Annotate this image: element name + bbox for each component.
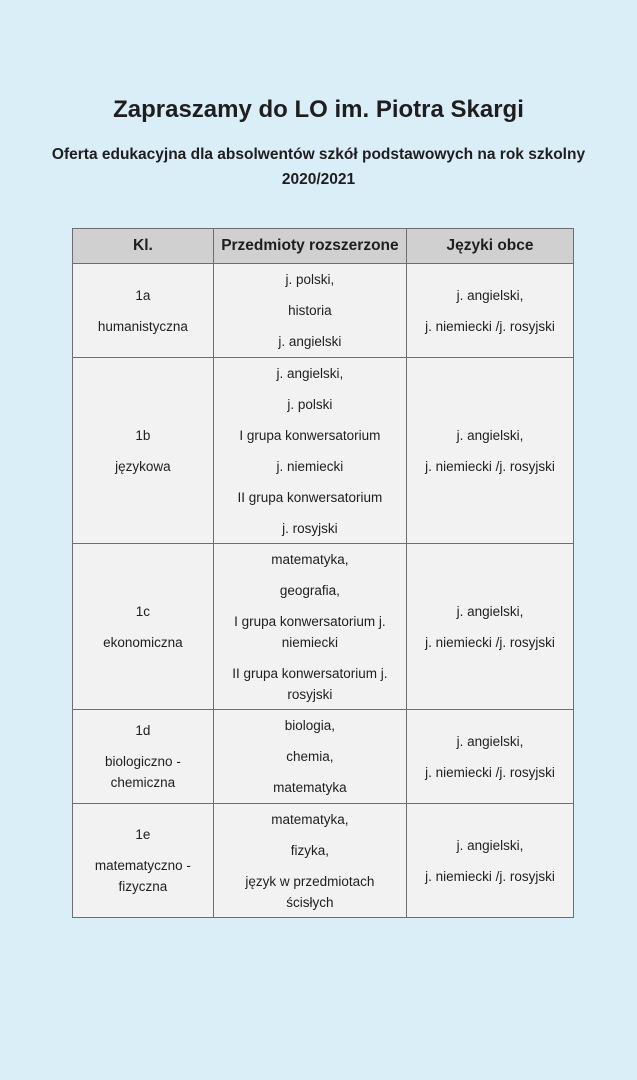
subject-item <box>220 549 400 570</box>
subject-line: II grupa konwersatorium j. <box>232 665 388 681</box>
cell-languages <box>406 804 573 918</box>
table-row <box>73 358 574 544</box>
subject-line: historia <box>288 303 332 318</box>
cell-languages <box>406 544 573 710</box>
class-profile-line: językowa <box>115 458 171 474</box>
cell-languages <box>406 358 573 544</box>
subject-line: II grupa konwersatorium <box>237 489 383 505</box>
offer-table <box>72 228 574 918</box>
cell-class <box>73 264 214 358</box>
page-subtitle <box>30 142 607 192</box>
header-class: Kl. <box>73 229 214 264</box>
subject-item <box>220 746 400 767</box>
table-row <box>73 804 574 918</box>
subject-line: matematyka, <box>271 811 349 827</box>
subject-item <box>220 425 400 446</box>
subtitle-line: Oferta edukacyjna dla absolwentów szkół podstawowych na rok szkolny <box>51 146 586 163</box>
language-item: j. angielski, <box>456 837 524 853</box>
subject-line: j. rosyjski <box>282 520 338 536</box>
subject-line: geografia, <box>279 582 340 598</box>
subject-line: j. polski, <box>285 272 335 287</box>
cell-class <box>73 804 214 918</box>
class-code: 1c <box>135 603 151 619</box>
header-languages: Języki obce <box>406 229 573 264</box>
subject-line: matematyka <box>273 780 347 795</box>
subject-item <box>220 663 400 705</box>
subject-item <box>220 840 400 861</box>
subject-item <box>220 300 400 321</box>
class-profile <box>79 632 207 653</box>
subject-item <box>220 871 400 913</box>
cell-subjects <box>213 264 406 358</box>
subject-item <box>220 518 400 539</box>
table-row <box>73 544 574 710</box>
subject-line: biologia, <box>284 718 336 733</box>
subject-item <box>220 611 400 653</box>
class-profile-line: humanistyczna <box>97 318 188 334</box>
language-item: j. niemiecki /j. rosyjski <box>425 764 555 780</box>
subject-item <box>220 456 400 477</box>
class-code: 1a <box>135 287 151 303</box>
class-profile-line: biologiczno - <box>105 754 181 769</box>
cell-languages <box>406 710 573 804</box>
subject-item <box>220 331 400 352</box>
cell-subjects <box>213 544 406 710</box>
subject-item <box>220 809 400 830</box>
class-profile-line: matematyczno - <box>94 858 191 873</box>
subject-line: chemia, <box>286 749 334 764</box>
language-item: j. niemiecki /j. rosyjski <box>425 634 555 650</box>
class-code: 1b <box>135 427 151 443</box>
class-profile-line: ekonomiczna <box>103 634 183 650</box>
language-item: j. angielski, <box>456 427 524 443</box>
subject-line: j. angielski <box>278 334 342 349</box>
language-item: j. angielski, <box>456 733 524 749</box>
subject-item <box>220 580 400 601</box>
cell-subjects <box>213 710 406 804</box>
cell-class <box>73 710 214 804</box>
page-title: Zapraszamy do LO im. Piotra Skargi <box>113 96 524 123</box>
subject-line: matematyka, <box>271 551 349 567</box>
subject-item <box>220 363 400 384</box>
subject-item <box>220 715 400 736</box>
language-item: j. niemiecki /j. rosyjski <box>425 868 555 884</box>
subject-line: j. niemiecki <box>276 458 344 474</box>
class-profile-line: chemiczna <box>110 775 176 790</box>
class-profile <box>79 751 207 793</box>
cell-languages <box>406 264 573 358</box>
subject-line: j. polski <box>287 396 333 412</box>
subject-line: j. angielski, <box>276 365 344 381</box>
language-item: j. niemiecki /j. rosyjski <box>425 318 555 334</box>
subject-line: I grupa konwersatorium j. <box>234 613 386 629</box>
class-profile <box>79 316 207 337</box>
table-row <box>73 710 574 804</box>
subject-line: I grupa konwersatorium <box>239 427 381 443</box>
class-code: 1d <box>135 723 151 738</box>
cell-subjects <box>213 358 406 544</box>
subject-item <box>220 777 400 798</box>
language-item: j. angielski, <box>456 603 524 619</box>
subtitle-line: 2020/2021 <box>281 171 356 188</box>
class-profile <box>79 855 207 897</box>
subject-item <box>220 394 400 415</box>
subject-item <box>220 269 400 290</box>
class-profile-line: fizyczna <box>118 879 168 894</box>
subject-line: rosyjski <box>287 686 333 702</box>
subject-line: niemiecki <box>281 634 339 650</box>
table-row <box>73 264 574 358</box>
class-profile <box>79 456 207 477</box>
class-code: 1e <box>135 827 151 842</box>
header-subjects: Przedmioty rozszerzone <box>213 229 406 264</box>
table-header-row <box>73 229 574 264</box>
cell-class <box>73 358 214 544</box>
subject-line: ścisłych <box>286 894 334 910</box>
subject-line: fizyka, <box>290 842 330 858</box>
cell-subjects <box>213 804 406 918</box>
cell-class <box>73 544 214 710</box>
subject-item <box>220 487 400 508</box>
language-item: j. niemiecki /j. rosyjski <box>425 458 555 474</box>
subject-line: język w przedmiotach <box>245 873 375 889</box>
language-item: j. angielski, <box>456 287 524 303</box>
